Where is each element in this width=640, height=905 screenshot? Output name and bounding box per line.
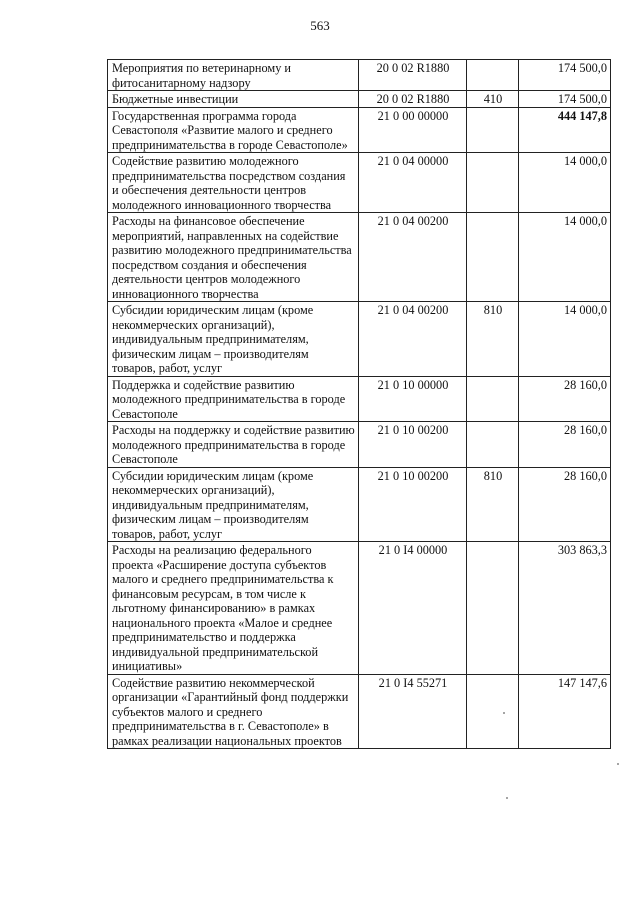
amount-cell: 174 500,0 (519, 60, 611, 91)
table-row (108, 153, 611, 213)
amount-cell: 14 000,0 (519, 302, 611, 377)
expense-type-code-cell (467, 376, 519, 422)
amount-cell: 14 000,0 (519, 153, 611, 213)
expense-type-code-cell (467, 107, 519, 153)
expense-type-code-cell (467, 153, 519, 213)
table-row (108, 213, 611, 302)
expense-type-code-cell (467, 213, 519, 302)
expense-type-code-cell (467, 422, 519, 468)
target-article-code-cell: 21 0 I4 00000 (359, 542, 467, 675)
expense-name-cell: Расходы на реализацию федерального проекта «Расширение доступа субъектов малого и среднего предпринимательства к финансовым ресурсам, в том числе к льготному финансированию» в рамках национального проекта «Малое и среднее предпринимательство и поддержка индивидуальной предпринимательской инициативы» (108, 542, 359, 675)
target-article-code-cell: 21 0 00 00000 (359, 107, 467, 153)
expense-name-cell: Поддержка и содействие развитию молодежного предпринимательства в городе Севастополе (108, 376, 359, 422)
table-row (108, 376, 611, 422)
expense-name-cell: Субсидии юридическим лицам (кроме некоммерческих организаций), индивидуальным предпринимателям, физическим лицам – производителям товаров, работ, услуг (108, 302, 359, 377)
amount-cell: 174 500,0 (519, 91, 611, 108)
amount-cell: 28 160,0 (519, 422, 611, 468)
expense-name-cell: Содействие развитию молодежного предпринимательства посредством создания и обеспечения деятельности центров молодежного инновационного творчества (108, 153, 359, 213)
amount-cell: 303 863,3 (519, 542, 611, 675)
expense-type-code-cell (467, 542, 519, 675)
amount-cell: 28 160,0 (519, 467, 611, 542)
expense-type-code-cell (467, 674, 519, 749)
expense-name-cell: Государственная программа города Севастополя «Развитие малого и среднего предпринимательства в городе Севастополе» (108, 107, 359, 153)
expense-name-cell: Мероприятия по ветеринарному и фитосанитарному надзору (108, 60, 359, 91)
target-article-code-cell: 21 0 04 00000 (359, 153, 467, 213)
table-row (108, 107, 611, 153)
amount-cell: 14 000,0 (519, 213, 611, 302)
amount-cell: 147 147,6 (519, 674, 611, 749)
target-article-code-cell: 21 0 10 00000 (359, 376, 467, 422)
target-article-code-cell: 21 0 10 00200 (359, 422, 467, 468)
page-number: 563 (310, 18, 330, 33)
expense-name-cell: Субсидии юридическим лицам (кроме некоммерческих организаций), индивидуальным предпринимателям, физическим лицам – производителям товаров, работ, услуг (108, 467, 359, 542)
budget-table (107, 59, 611, 749)
table-row (108, 422, 611, 468)
target-article-code-cell: 21 0 10 00200 (359, 467, 467, 542)
target-article-code-cell: 21 0 I4 55271 (359, 674, 467, 749)
table-row (108, 542, 611, 675)
expense-type-code-cell: 410 (467, 91, 519, 108)
scan-speck (506, 797, 508, 799)
expense-type-code-cell: 810 (467, 467, 519, 542)
table-row (108, 674, 611, 749)
target-article-code-cell: 20 0 02 R1880 (359, 91, 467, 108)
scan-speck (503, 712, 505, 714)
expense-name-cell: Содействие развитию некоммерческой организации «Гарантийный фонд поддержки субъектов малого и среднего предпринимательства в г. Севастополе» в рамках реализации национальных проектов (108, 674, 359, 749)
scan-speck (617, 763, 619, 765)
table-row (108, 467, 611, 542)
expense-name-cell: Расходы на финансовое обеспечение мероприятий, направленных на содействие развитию молодежного предпринимательства посредством создания и обеспечения деятельности центров молодежного инновационного творчества (108, 213, 359, 302)
target-article-code-cell: 21 0 04 00200 (359, 302, 467, 377)
table-row (108, 60, 611, 91)
budget-table-body (108, 60, 611, 749)
table-row (108, 302, 611, 377)
target-article-code-cell: 21 0 04 00200 (359, 213, 467, 302)
target-article-code-cell: 20 0 02 R1880 (359, 60, 467, 91)
expense-type-code-cell: 810 (467, 302, 519, 377)
amount-cell: 28 160,0 (519, 376, 611, 422)
expense-type-code-cell (467, 60, 519, 91)
expense-name-cell: Расходы на поддержку и содействие развитию молодежного предпринимательства в городе Севастополе (108, 422, 359, 468)
amount-cell: 444 147,8 (519, 107, 611, 153)
expense-name-cell: Бюджетные инвестиции (108, 91, 359, 108)
table-row (108, 91, 611, 108)
